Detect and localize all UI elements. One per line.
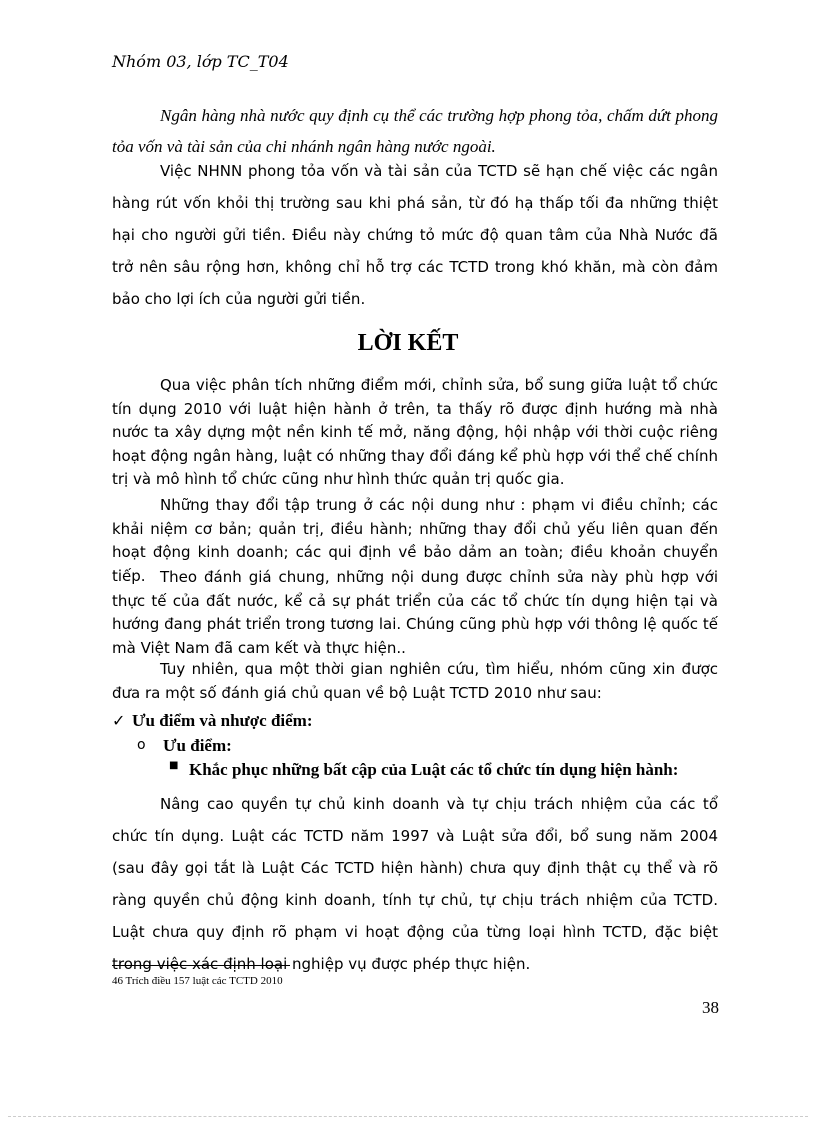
- page-header: Nhóm 03, lớp TC_T04: [112, 52, 289, 71]
- list-heading-fix: Khắc phục những bất cập của Luật các tổ chức tín dụng hiện hành:: [189, 760, 679, 779]
- paragraph-intro: Qua việc phân tích những điểm mới, chỉnh sửa, bổ sung giữa luật tổ chức tín dụng 2010 với luật hiện hành ở trên, ta thấy rõ được định hướng mà nhà nước ta xây dựng một nền kinh tế mở, năng động, hội nhập với thời cuộc riêng hoạt động ngân hàng, luật có những thay đổi đáng kể phù hợp với thể chế chính trị và mô hình tổ chức cũng như hình thức quản trị quốc gia.: [112, 376, 718, 488]
- section-title: LỜI KẾT: [357, 330, 459, 356]
- paragraph-assessment: Theo đánh giá chung, những nội dung được chỉnh sửa này phù hợp với thực tế của đất nước, kể cả sự phát triển của các tổ chức tín dụng hiện tại và hướng đang phát triển trong tương lai. Chúng cũng phù hợp với thông lệ quốc tế mà Việt Nam đã cam kết và thực hiện..: [112, 568, 718, 657]
- list-heading-pros-cons: Ưu điểm và nhược điểm:: [132, 711, 313, 730]
- footnote-separator: [112, 965, 290, 966]
- paragraph-phong-toa: Việc NHNN phong tỏa vốn và tài sản của TCTD sẽ hạn chế việc các ngân hàng rút vốn khỏi thị trường sau khi phá sản, từ đó hạ thấp tối đa những thiệt hại cho người gửi tiền. Điều này chứng tỏ mức độ quan tâm của Nhà Nước đã trở nên sâu rộng hơn, không chỉ hỗ trợ các TCTD trong khó khăn, mà còn đảm bảo cho lợi ích của người gửi tiền.: [112, 162, 718, 308]
- circle-bullet-icon: o: [137, 737, 146, 753]
- list-heading-pros: Ưu điểm:: [163, 736, 232, 755]
- paragraph-autonomy: Nâng cao quyền tự chủ kinh doanh và tự chịu trách nhiệm của các tổ chức tín dụng. Luật các TCTD năm 1997 và Luật sửa đổi, bổ sung năm 2004 (sau đây gọi tắt là Luật Các TCTD hiện hành) chưa quy định thật cụ thể và rõ ràng quyền chủ động kinh doanh, tính tự chủ, tự chịu trách nhiệm của TCTD. Luật chưa quy định rõ phạm vi hoạt động của từng loại hình TCTD, đặc biệt trong việc xác định loại nghiệp vụ được phép thực hiện.: [112, 795, 718, 973]
- paragraph-however: Tuy nhiên, qua một thời gian nghiên cứu, tìm hiểu, nhóm cũng xin được đưa ra một số đánh giá chủ quan về bộ Luật TCTD 2010 như sau:: [112, 660, 718, 702]
- page-break-line: [8, 1116, 808, 1117]
- paragraph-changes: Những thay đổi tập trung ở các nội dung như : phạm vi điều chỉnh; các khải niệm cơ bản; quản trị, điều hành; những thay đổi chủ yếu liên quan đến hoạt động kinh doanh; các qui định về bảo dảm an toàn; điều khoản chuyển tiếp.: [112, 496, 718, 585]
- footnote: 46 Trích điều 157 luật các TCTD 2010: [112, 975, 283, 987]
- paragraph-italic: Ngân hàng nhà nước quy định cụ thể các trường hợp phong tỏa, chấm dứt phong tỏa vốn và tài sản của chi nhánh ngân hàng nước ngoài.: [112, 106, 718, 156]
- checkmark-icon: ✓: [112, 711, 126, 730]
- page-number: 38: [702, 998, 719, 1017]
- square-bullet-icon: ■: [169, 760, 179, 771]
